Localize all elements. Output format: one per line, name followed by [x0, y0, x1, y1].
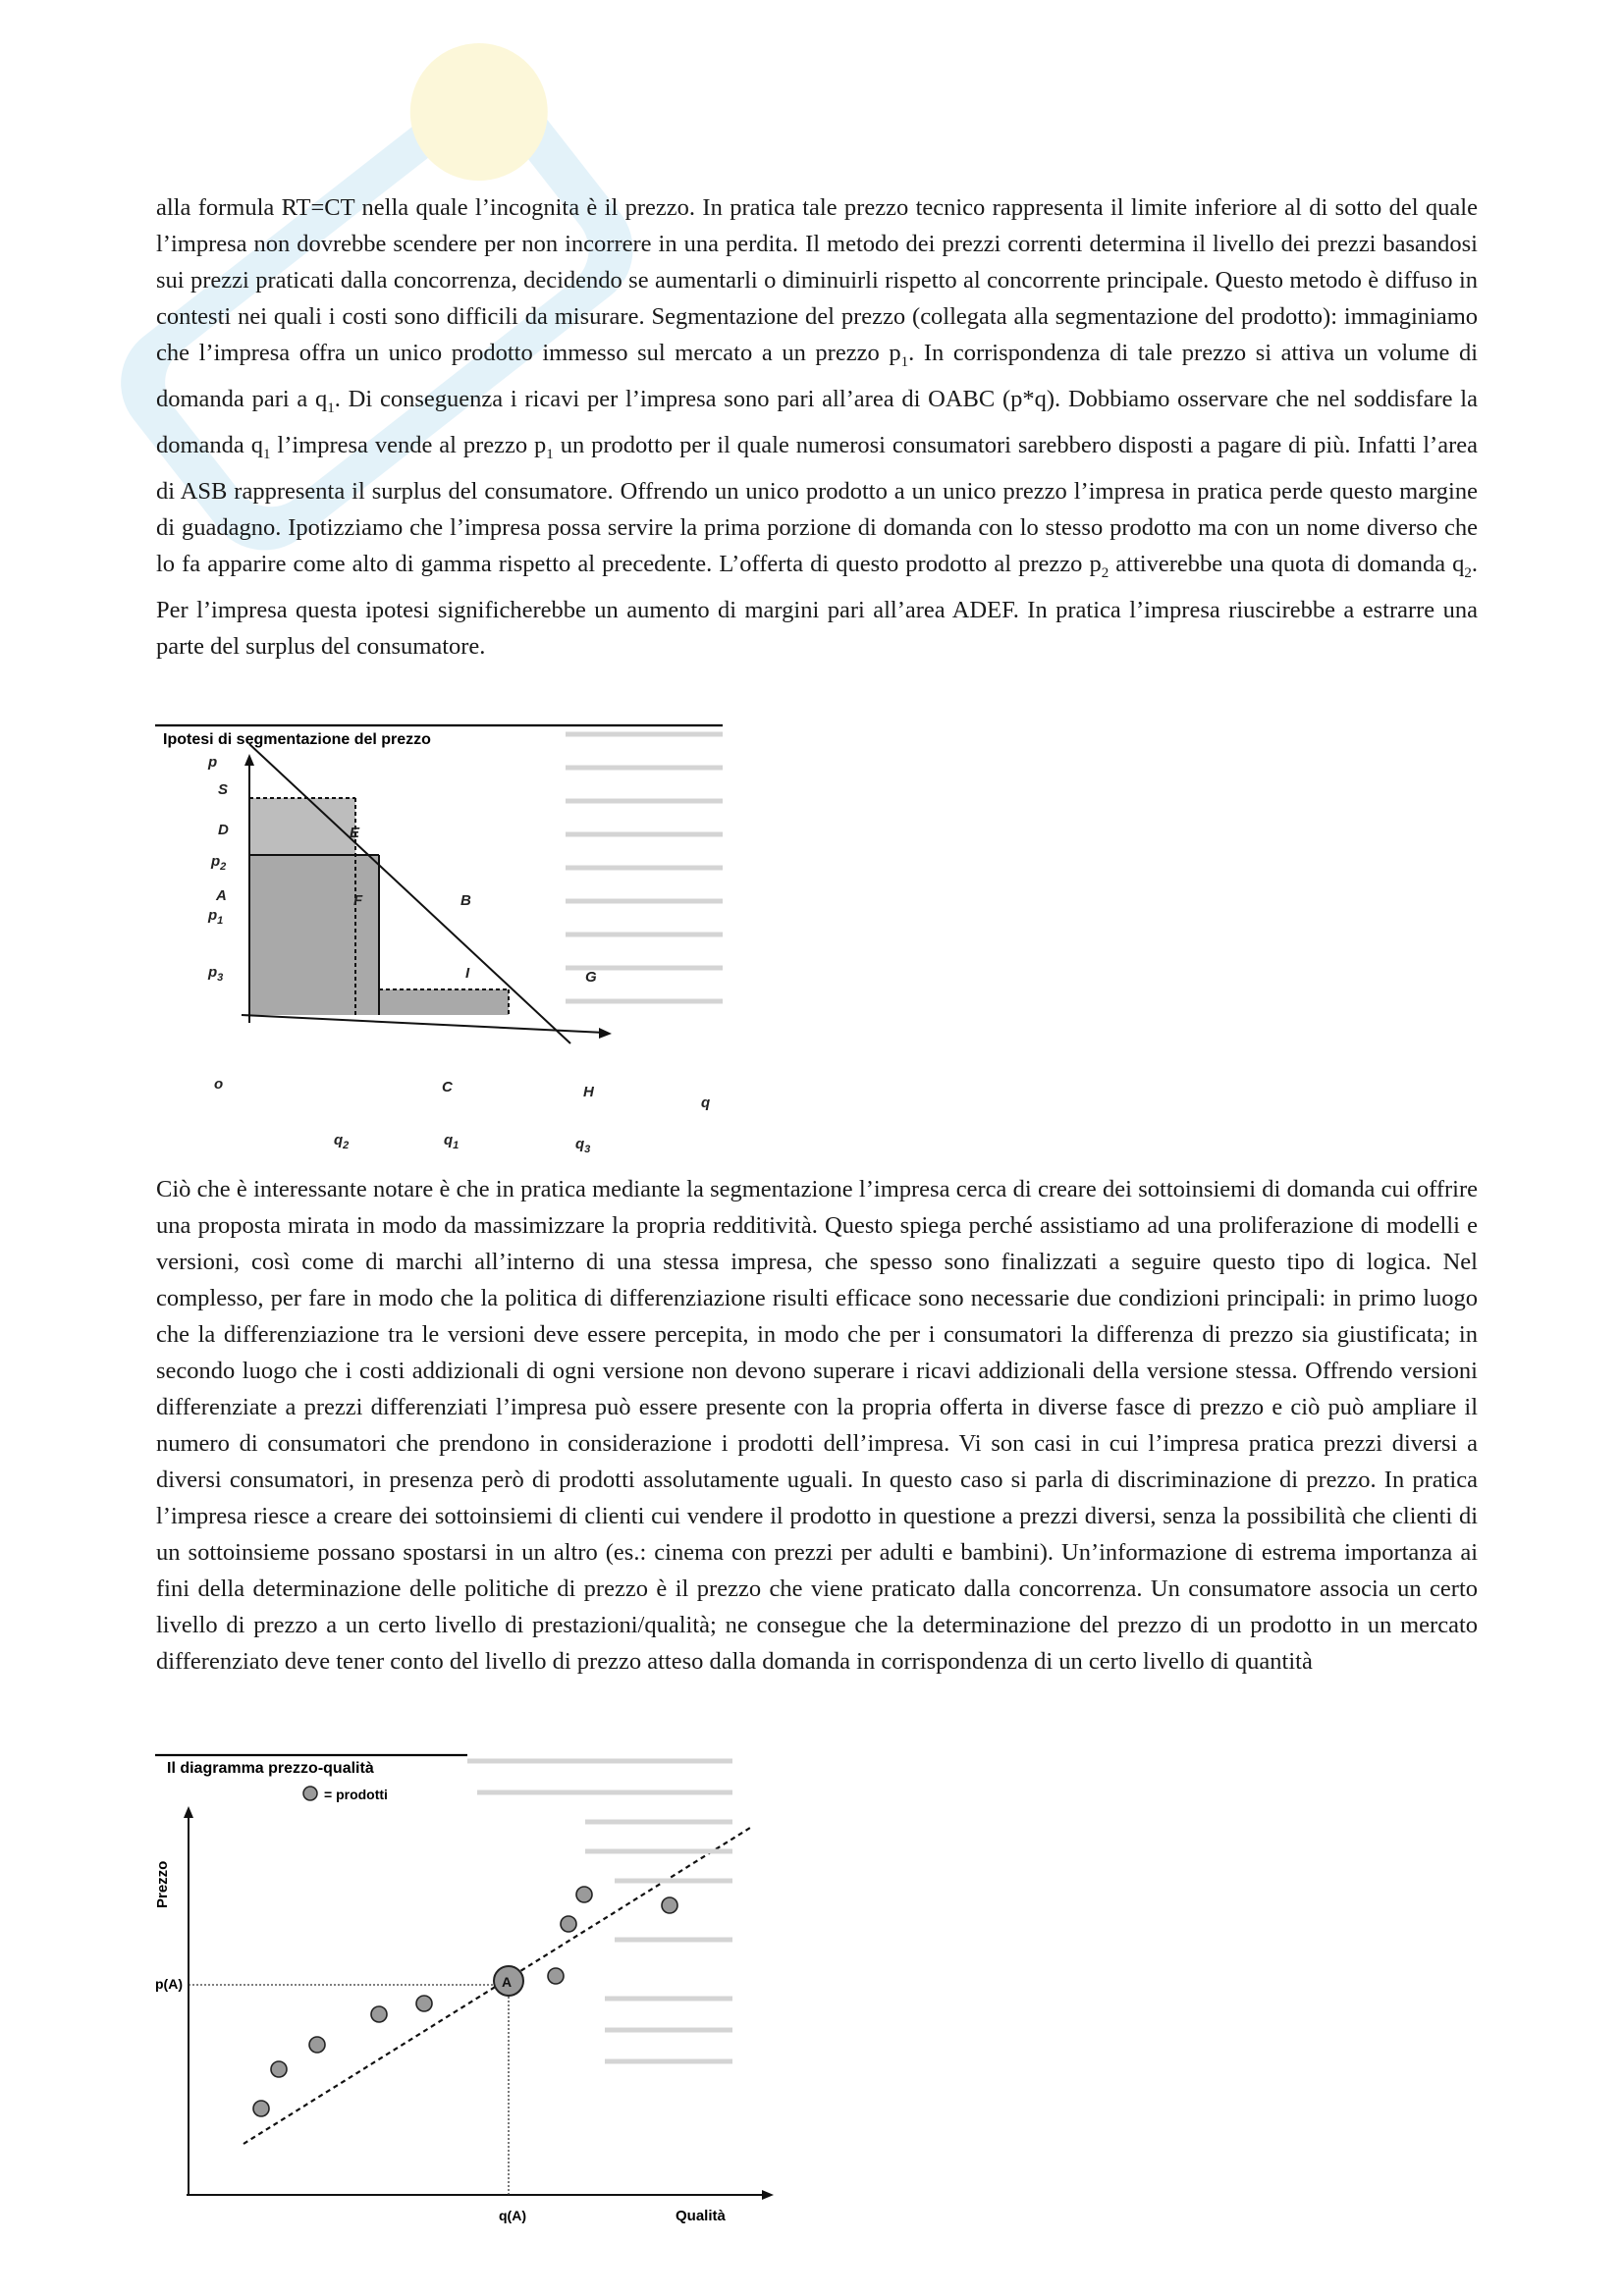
- body-paragraph-1: alla formula RT=CT nella quale l’incognita è il prezzo. In pratica tale prezzo tecnico rappresenta il limite inferiore al di sotto del quale l’impresa non dovrebbe scendere per non incorrere in una perdita. Il metodo dei prezzi correnti determina il livello dei prezzi basandosi sui prezzi praticati dalla concorrenza, decidendo se aumentarli o diminuirli rispetto al concorrente principale. Questo metodo è diffuso in contesti nei quali i costi sono difficili da misurare. Segmentazione del prezzo (collegata alla segmentazione del prodotto): immaginiamo che l’impresa offra un unico prodotto immesso sul mercato a un prezzo $p_1$. In corrispondenza di tale prezzo si attiva un volume di domanda pari a $q_1$. Di conseguenza i ricavi per l’impresa sono pari all’area di OABC (p*q). Dobbiamo osservare che nel soddisfare la domanda $q_1$ l’impresa vende al prezzo $p_1$ un prodotto per il quale numerosi consumatori sarebbero disposti a pagare di più. Infatti l’area di ASB rappresenta il surplus del consumatore. Offrendo un unico prodotto a un unico prezzo l’impresa in pratica perde questo margine di guadagno. Ipotizziamo che l’impresa possa servire la prima porzione di domanda con lo stesso prodotto ma con un nome diverso che lo fa apparire come alto di gamma rispetto al precedente. L’offerta di questo prodotto al prezzo $p_2$ attiverebbe una quota di domanda $q_2$. Per l’impresa questa ipotesi significherebbe un aumento di margini pari all’area ADEF. In pratica l’impresa riuscirebbe a estrarre una parte del surplus del consumatore.: [156, 194, 1479, 660]
- product-point: [371, 2006, 387, 2022]
- label-C: C: [442, 1079, 453, 1095]
- y-axis-label: Prezzo: [154, 1860, 171, 1908]
- label-p3: $p_3$: [208, 964, 224, 984]
- legend-label: = prodotti: [324, 1787, 388, 1802]
- label-F: F: [353, 892, 363, 909]
- subscript: 1: [900, 353, 909, 370]
- label-E: E: [350, 825, 360, 841]
- chart-title: Ipotesi di segmentazione del prezzo: [163, 731, 431, 748]
- chart-title: Il diagramma prezzo-qualità: [167, 1760, 374, 1777]
- product-point: [271, 2061, 287, 2077]
- body-paragraph-2: Ciò che è interessante notare è che in pratica mediante la segmentazione l’impresa cerca di creare dei sottoinsiemi di domanda cui offrire una proposta mirata in modo da massimizzare la propria redditività. Questo spiega perché assistiamo ad una proliferazione di modelli e versioni, così come di marchi all’interno di una stessa impresa, che spesso sono finalizzati a seguire questo tipo di logica. Nel complesso, per fare in modo che la politica di differenziazione risulti efficace sono necessarie due condizioni principali: in primo luogo che la differenziazione tra le versioni deve essere percepita, in modo che per i consumatori la differenza di prezzo sia giustificata; in secondo luogo che i costi addizionali di ogni versione non devono superare i ricavi addizionali della versione stessa. Offrendo versioni differenziate a prezzi differenziati l’impresa può essere presente con la propria offerta in diverse fasce di prezzo e ciò può ampliare il numero di consumatori che prendono in considerazione i prodotti dell’impresa. Vi son casi in cui l’impresa pratica prezzi diversi a diversi consumatori, in presenza però di prodotti assolutamente uguali. In questo caso si parla di discriminazione di prezzo. In pratica l’impresa riesce a creare dei sottoinsiemi di clienti cui vendere il prodotto in questione a prezzi diversi, senza la possibilità che clienti di un sottoinsieme possano spostarsi in un altro (es.: cinema con prezzi per adulti e bambini). Un’informazione di estrema importanza ai fini della determinazione delle politiche di prezzo è il prezzo che viene praticato dalla concorrenza. Un consumatore associa un certo livello di prezzo a un certo livello di prestazioni/qualità; ne consegue che la determinazione del prezzo di un prodotto in un mercato differenziato deve tener conto del livello di prezzo atteso dalla domanda in corrispondenza di un certo livello di quantità: [156, 1176, 1478, 1675]
- subscript: 1: [546, 446, 554, 462]
- subscript: 1: [327, 400, 335, 416]
- label-O: o: [214, 1076, 224, 1093]
- subscript: 1: [262, 446, 271, 462]
- product-point: [253, 2101, 269, 2116]
- label-D: D: [218, 822, 229, 838]
- label-A: A: [502, 1974, 513, 1990]
- label-q3: $q_3$: [575, 1136, 591, 1155]
- label-I: I: [465, 965, 470, 982]
- product-point: [576, 1887, 592, 1902]
- area-CIGH: [379, 989, 509, 1015]
- subscript: 2: [1101, 564, 1109, 581]
- label-A: A: [216, 887, 227, 904]
- product-point: [309, 2037, 325, 2053]
- segmentation-chart: [153, 707, 727, 1158]
- label-p1: $p_1$: [208, 907, 224, 927]
- product-point: [548, 1968, 564, 1984]
- x-axis-label: Qualità: [676, 2208, 726, 2224]
- subscript: 2: [1464, 564, 1472, 581]
- label-qA: q(A): [499, 2208, 526, 2223]
- label-B: B: [460, 892, 471, 909]
- label-G: G: [585, 969, 597, 986]
- label-axis-p: p: [208, 754, 218, 771]
- area-ADEF: [249, 798, 355, 855]
- product-point: [416, 1996, 432, 2011]
- label-q1: $q_1$: [444, 1132, 460, 1151]
- label-H: H: [583, 1084, 594, 1100]
- label-pA: p(A): [155, 1976, 183, 1992]
- legend-marker: [303, 1787, 317, 1800]
- product-point: [561, 1916, 576, 1932]
- product-point: [662, 1897, 677, 1913]
- label-p2: $p_2$: [211, 853, 227, 873]
- label-axis-q: q: [701, 1095, 711, 1111]
- label-q2: $q_2$: [334, 1132, 350, 1151]
- price-quality-chart: [153, 1753, 782, 2224]
- area-OABC: [249, 855, 379, 1015]
- label-S: S: [218, 781, 229, 798]
